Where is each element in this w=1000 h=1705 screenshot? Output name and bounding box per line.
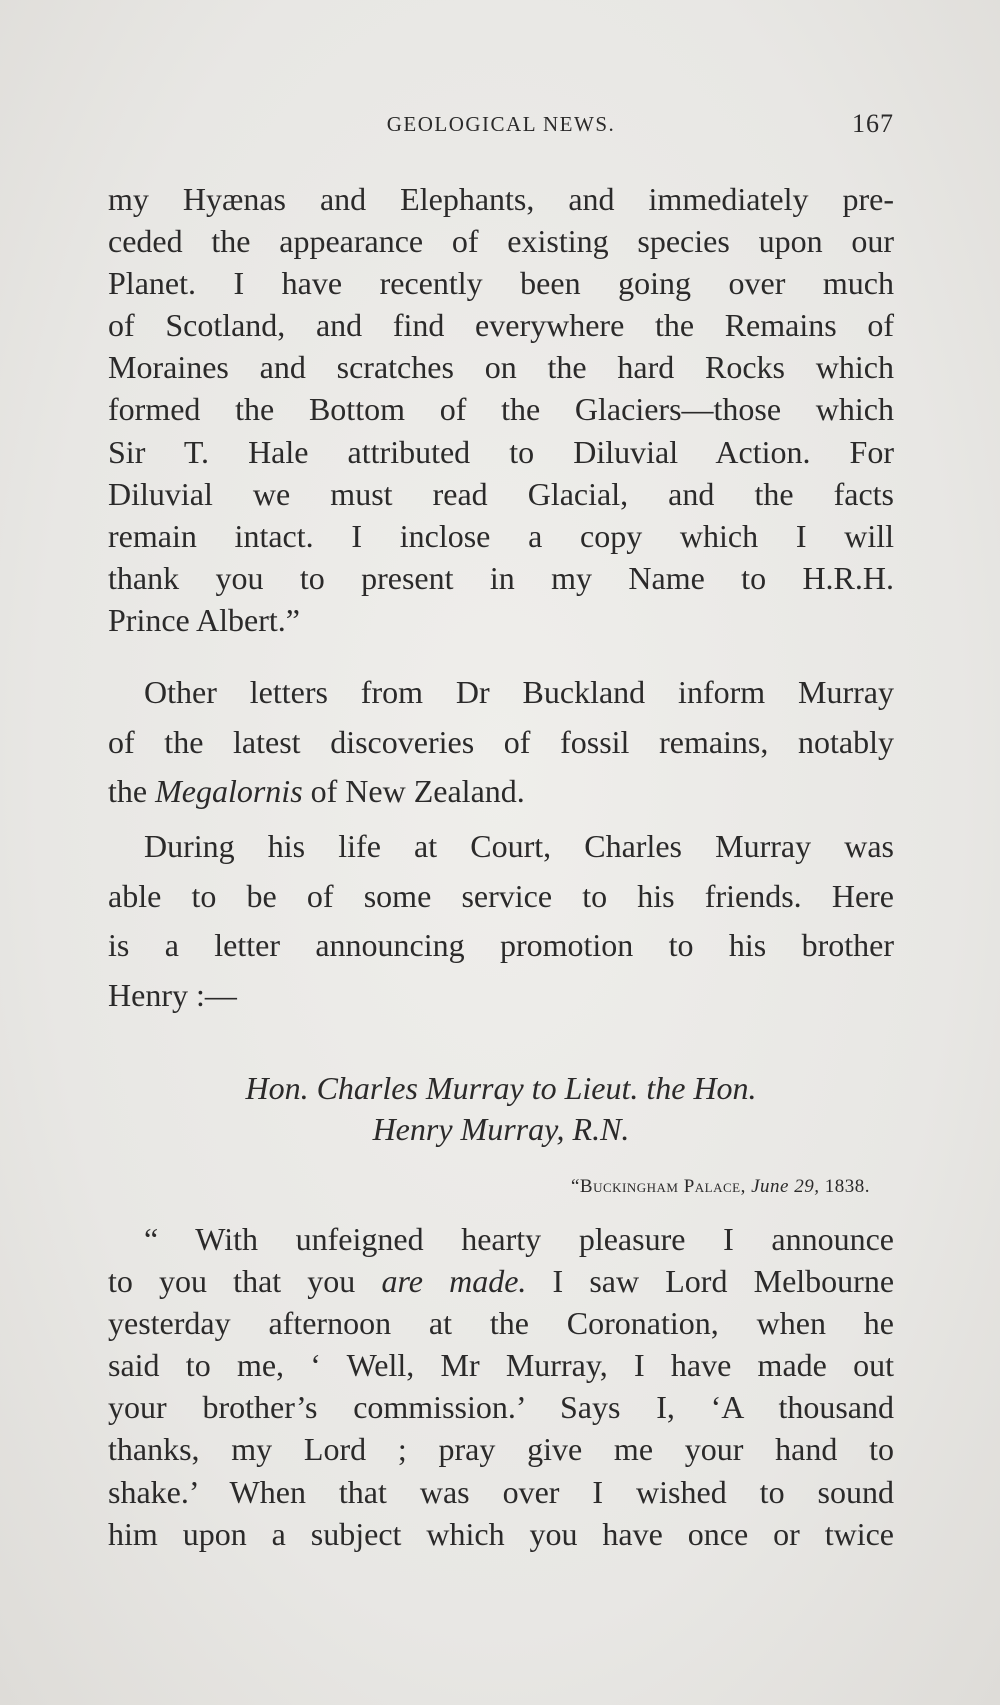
text-line: yesterday afternoon at the Coronation, when he [108,1305,894,1342]
letter-dateline [430,1174,870,1200]
text-line: formed the Bottom of the Glaciers—those which [108,391,894,428]
running-head: GEOLOGICAL NEWS. [386,112,616,136]
text-line: Sir T. Hale attributed to Diluvial Action. For [108,433,894,470]
text-line: remain intact. I inclose a copy which I will [108,517,894,554]
letter-body [108,1218,894,1555]
text-line: him upon a subject which you have once or twice [108,1515,894,1552]
letter-heading [108,1068,894,1150]
text-segment: I saw Lord Melbourne [526,1263,895,1300]
species-name: Megalornis [155,773,303,809]
text-line: of the latest discoveries of fossil remains, notably [108,723,894,760]
text-line: During his life at Court, Charles Murray was [144,828,894,864]
text-line: Henry :— [108,976,237,1013]
dateline-date: June 29, [751,1176,820,1197]
text-line: thank you to present in my Name to H.R.H. [108,559,894,596]
letter-heading-line: Hon. Charles Murray to Lieut. the Hon. [245,1070,757,1106]
page-header [108,104,894,144]
text-line: shake.’ When that was over I wished to sound [108,1473,894,1510]
text-line [108,767,894,817]
page-number: 167 [852,109,894,138]
text-segment: to you that you [108,1263,382,1300]
text-line: Prince Albert.” [108,601,300,638]
dateline-year: 1838. [824,1176,870,1197]
text-line: “ With unfeigned hearty pleasure I announce [144,1221,894,1257]
text-line: Planet. I have recently been going over much [108,265,894,302]
text-line: Moraines and scratches on the hard Rocks which [108,349,894,386]
dateline-place: “Buckingham Palace, [570,1176,746,1197]
text-line: is a letter announcing promotion to his brother [108,927,894,963]
text-line: Other letters from Dr Buckland inform Murray [144,674,894,710]
text-line: said to me, ‘ Well, Mr Murray, I have made out [108,1347,894,1384]
emphasis-text: are made. [381,1263,527,1300]
text-line: my Hyænas and Elephants, and immediately pre- [108,181,894,217]
text-line: thanks, my Lord ; pray give me your hand to [108,1431,894,1468]
text-line: Diluvial we must read Glacial, and the facts [108,475,894,512]
text-segment: the [108,773,156,809]
text-line: your brother’s commission.’ Says I, ‘A thousand [108,1389,894,1426]
letter-heading-line: Henry Murray, R.N. [372,1111,630,1147]
text-line: of Scotland, and find everywhere the Remains of [108,307,894,344]
paragraph-court-life [108,822,894,1020]
paragraph-buckland-letters [108,668,894,817]
text-segment: of New Zealand. [302,773,525,809]
paragraph-glacial-letter [108,178,894,641]
text-line: able to be of some service to his friends. Here [108,877,894,914]
text-line: ceded the appearance of existing species upon our [108,223,894,260]
text-line [108,1260,894,1302]
